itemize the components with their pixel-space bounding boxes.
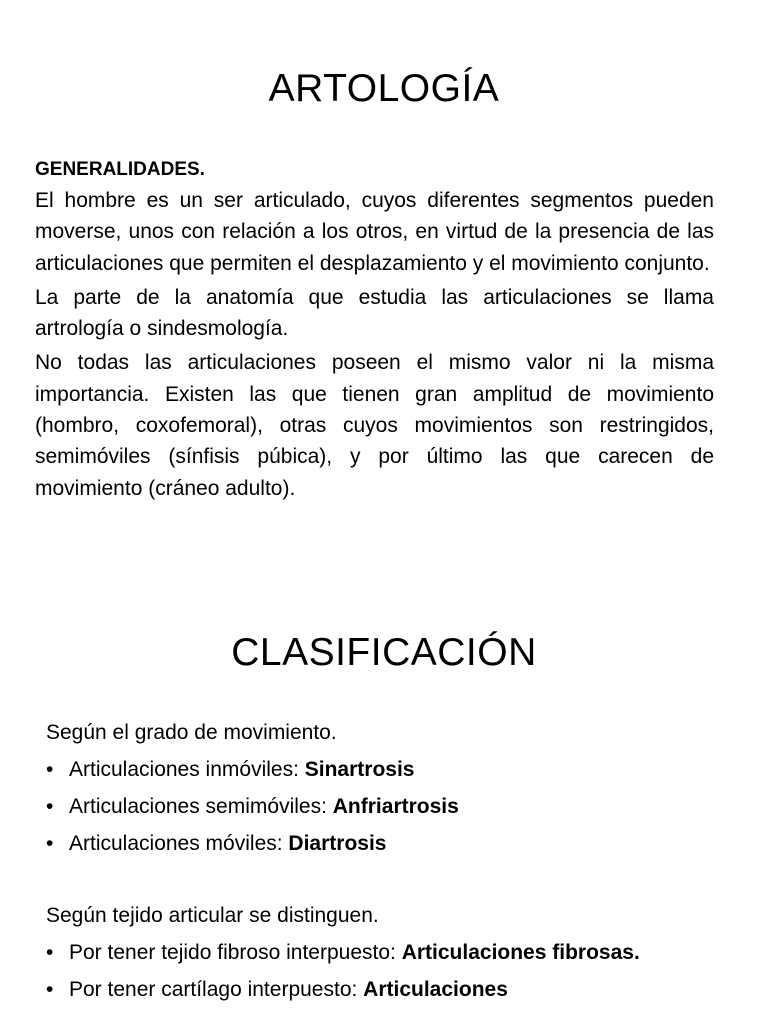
list-item: [46, 828, 738, 859]
section-heading: GENERALIDADES.: [35, 159, 205, 180]
item-term: Sinartrosis: [304, 758, 415, 781]
bullet-icon: •: [46, 758, 54, 781]
paragraph: No todas las articulaciones poseen el mismo valor ni la misma importancia. Existen las que tienen gran amplitud de movimiento (hombro, coxofemoral), otras cuyos movimientos son restringidos, semimóviles (sínfisis púbica), y por último las que carecen de movimiento (cráneo adulto).: [35, 351, 714, 500]
item-text: Articulaciones semimóviles:: [69, 795, 333, 818]
list-item: [46, 791, 738, 822]
list-item: [46, 754, 738, 785]
item-term: Articulaciones: [363, 978, 508, 1001]
bullet-list: [46, 937, 738, 1005]
item-term: Articulaciones fibrosas.: [401, 941, 640, 964]
list-item: [46, 974, 738, 1005]
paragraph: La parte de la anatomía que estudia las articulaciones se llama artrología o sindesmología.: [35, 285, 714, 341]
bullet-icon: •: [46, 795, 54, 818]
bullet-icon: •: [46, 978, 54, 1001]
slide-title: CLASIFICACIÓN: [231, 631, 537, 674]
bullet-icon: •: [46, 832, 54, 855]
bullet-list: [46, 754, 738, 859]
item-term: Anfriartrosis: [332, 795, 459, 818]
slide-body: [35, 155, 714, 507]
item-text: Por tener cartílago interpuesto:: [69, 978, 364, 1001]
item-text: Por tener tejido fibroso interpuesto:: [69, 941, 402, 964]
item-text: Articulaciones móviles:: [69, 832, 289, 855]
bullet-icon: •: [46, 941, 54, 964]
slide-title: ARTOLOGÍA: [268, 67, 500, 110]
item-term: Diartrosis: [288, 832, 387, 855]
list-item: [46, 937, 738, 968]
paragraph: El hombre es un ser articulado, cuyos diferentes segmentos pueden moverse, unos con relación a los otros, en virtud de la presencia de las articulaciones que permiten el desplazamiento y el movimiento conjunto.: [35, 189, 714, 275]
classification-list: [46, 718, 738, 1011]
list-intro: Según tejido articular se distinguen.: [46, 904, 379, 927]
slide-clasificacion: [0, 575, 768, 1024]
list-intro: Según el grado de movimiento.: [46, 721, 337, 744]
item-text: Articulaciones inmóviles:: [69, 758, 305, 781]
